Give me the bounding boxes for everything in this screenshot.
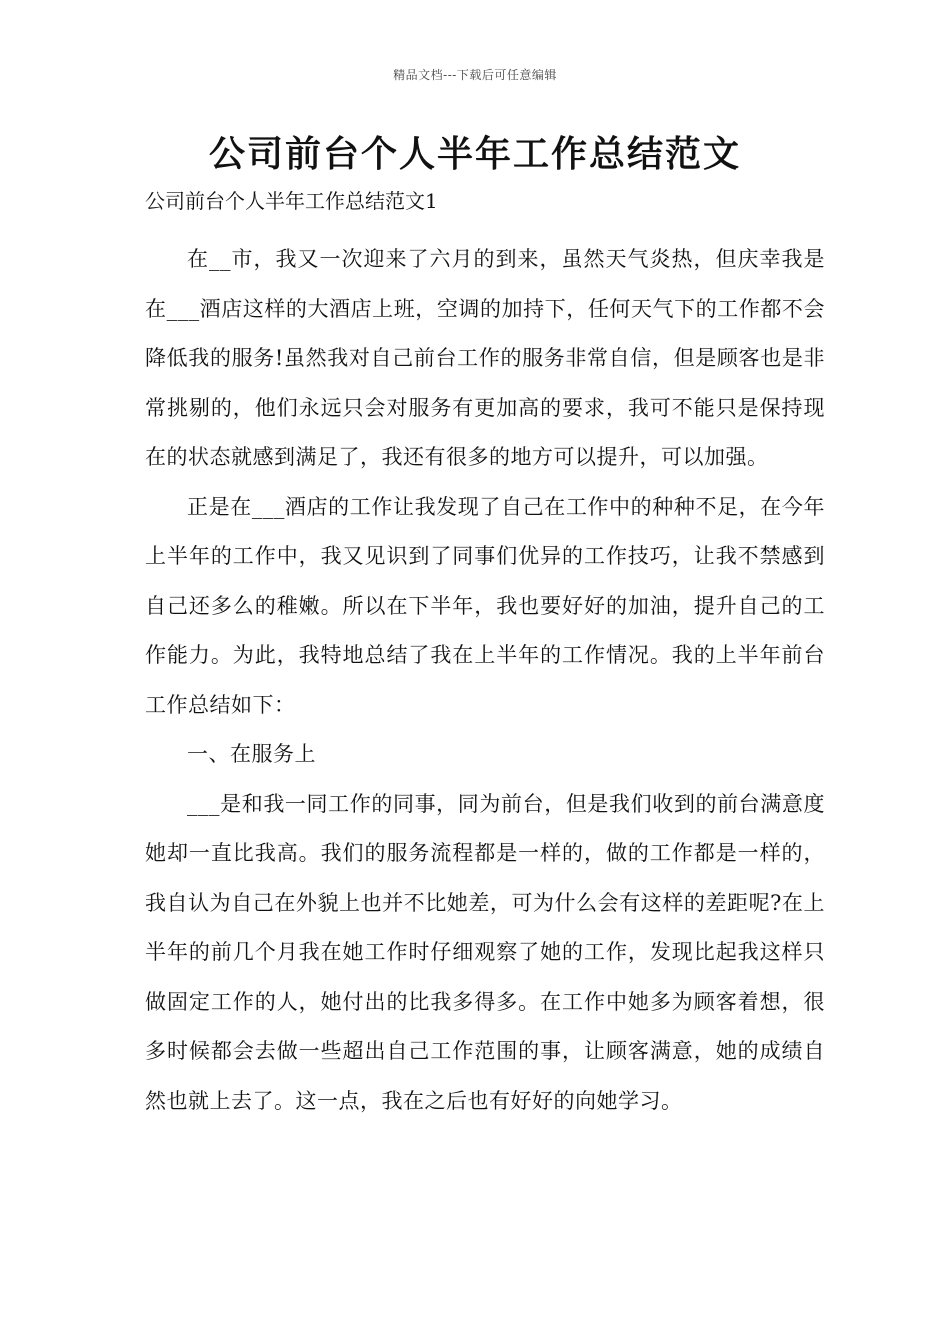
paragraph-3: ___是和我一同工作的同事，同为前台，但是我们收到的前台满意度她却一直比我高。我们的服务流程都是一样的，做的工作都是一样的，我自认为自己在外貌上也并不比她差，可为什么会有这样的差距呢?在上半年的前几个月我在她工作时仔细观察了她的工作，发现比起我这样只做固定工作的人，她付出的比我多得多。在工作中她多为顾客着想，很多时候都会去做一些超出自己工作范围的事，让顾客满意，她的成绩自然也就上去了。这一点，我在之后也有好好的向她学习。 <box>145 791 825 1113</box>
paragraph-1: 在__市，我又一次迎来了六月的到来，虽然天气炎热，但庆幸我是在___酒店这样的大酒店上班，空调的加持下，任何天气下的工作都不会降低我的服务!虽然我对自己前台工作的服务非常自信，但是顾客也是非常挑剔的，他们永远只会对服务有更加高的要求，我可不能只是保持现在的状态就感到满足了，我还有很多的地方可以提升，可以加强。 <box>145 247 825 469</box>
document-subtitle: 公司前台个人半年工作总结范文1 <box>145 189 438 213</box>
document-body <box>145 235 825 1126</box>
paragraph-2: 正是在___酒店的工作让我发现了自己在工作中的种种不足，在今年上半年的工作中，我又见识到了同事们优异的工作技巧，让我不禁感到自己还多么的稚嫩。所以在下半年，我也要好好的加油，提升自己的工作能力。为此，我特地总结了我在上半年的工作情况。我的上半年前台工作总结如下： <box>145 494 825 717</box>
document-title: 公司前台个人半年工作总结范文 <box>208 133 741 175</box>
header-note: 精品文档---下载后可任意编辑 <box>393 68 557 82</box>
section-heading: 一、在服务上 <box>187 742 316 766</box>
